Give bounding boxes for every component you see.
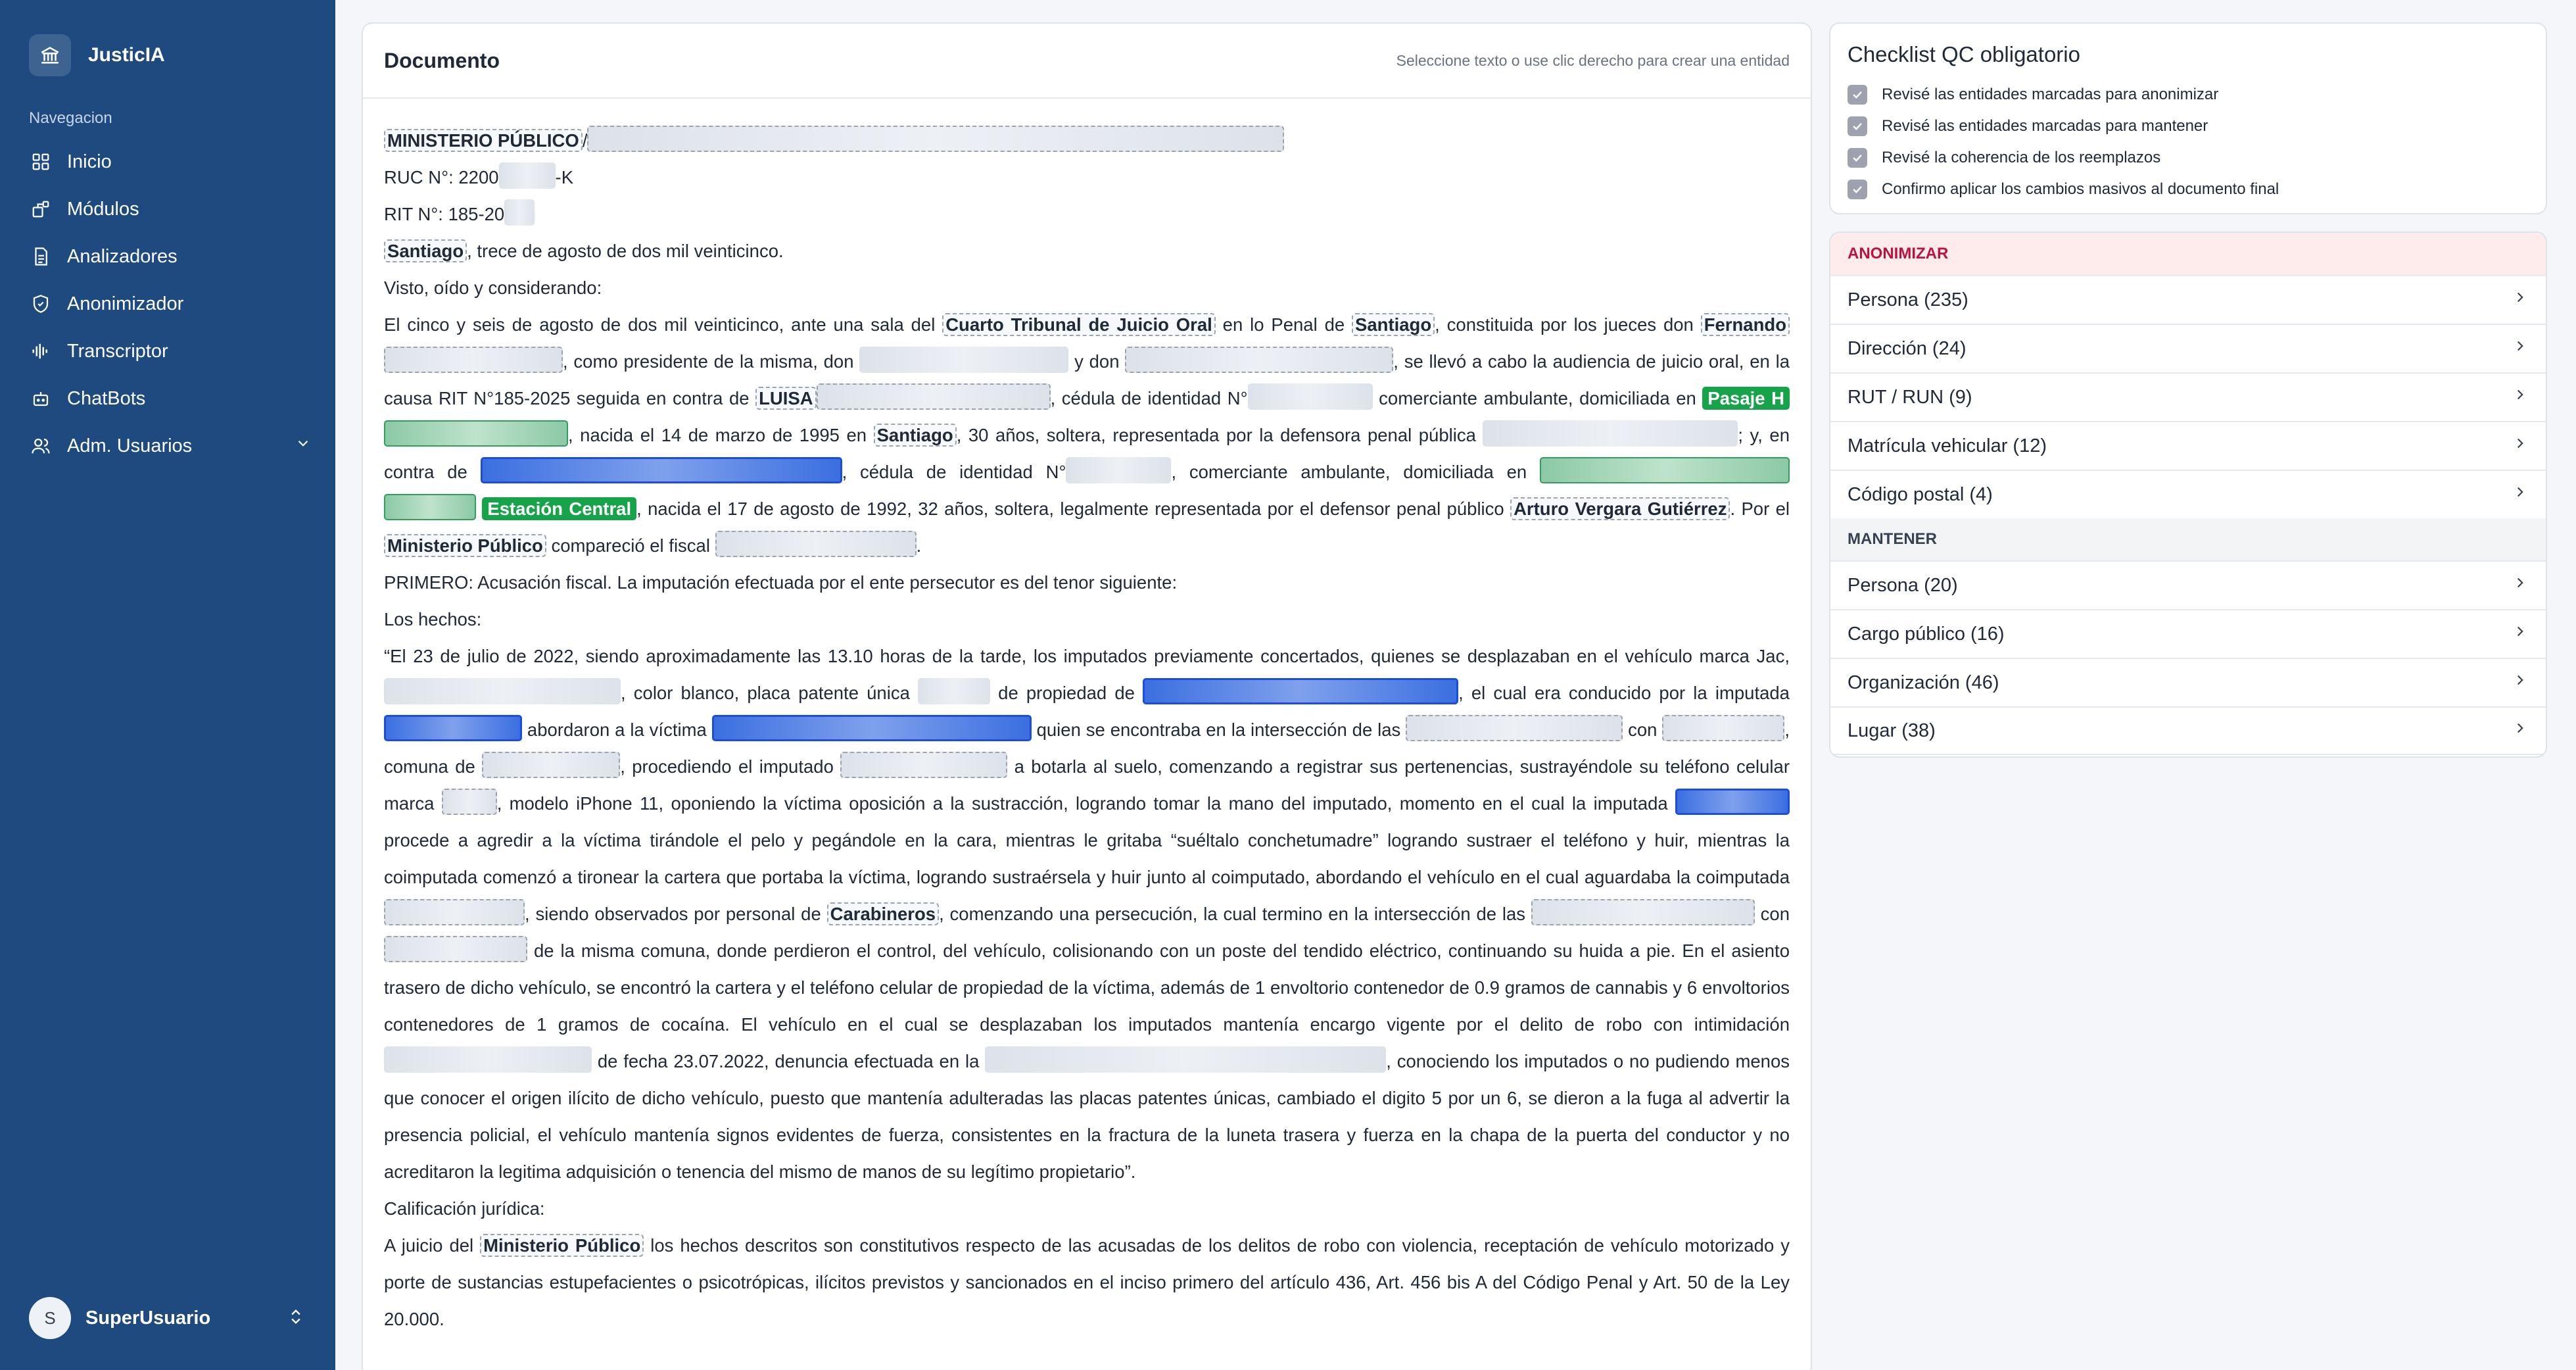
checkbox-checked-icon[interactable] (1848, 116, 1867, 136)
sidebar-item-anonimizador[interactable] (29, 280, 312, 328)
redacted-entity[interactable] (384, 678, 621, 704)
checklist-item-label: Revisé las entidades marcadas para anonimizar (1882, 86, 2219, 103)
chevron-right-icon (2512, 289, 2529, 311)
entity-group-row[interactable]: Cargo público (16) (1830, 609, 2546, 658)
checklist-item[interactable] (1848, 142, 2529, 174)
document-title: Documento (384, 48, 500, 72)
redacted-entity[interactable] (384, 420, 568, 447)
checklist-item[interactable] (1848, 110, 2529, 142)
checklist-item-label: Confirmo aplicar los cambios masivos al documento final (1882, 180, 2279, 198)
redacted-entity[interactable] (1125, 347, 1393, 373)
sidebar-item-chatbots[interactable] (29, 375, 312, 422)
doc-line-header: MINISTERIO PÚBLICO / (384, 122, 1790, 159)
blocks-icon (29, 197, 53, 221)
redacted-entity[interactable] (1483, 420, 1738, 447)
entity-mantener[interactable]: Ministerio Público (480, 1234, 644, 1257)
selected-entity[interactable] (1143, 678, 1458, 704)
entity-group-row[interactable]: RUT / RUN (9) (1830, 372, 2546, 421)
redacted-entity[interactable] (384, 936, 527, 962)
sidebar-item-adm-usuarios[interactable] (29, 422, 312, 470)
redacted-entity[interactable] (384, 347, 563, 373)
selected-entity[interactable] (384, 715, 522, 741)
checklist-item[interactable] (1848, 174, 2529, 205)
sidebar-item-modulos[interactable] (29, 185, 312, 233)
redacted-entity[interactable] (1531, 899, 1755, 925)
entity-mantener[interactable]: LUISA (755, 387, 817, 410)
doc-paragraph-intro: El cinco y seis de agosto de dos mil veinticinco, ante una sala del Cuarto Tribunal de Juicio Oral en lo Penal de Santiago , constituida por los jueces don Fernando , como presidente de la misma, don y don , se llevó a cabo la audiencia de juicio oral, en la causa RIT N°185-2025 seguida en contra de LUISA , cédula de identidad N° comerciante ambulante, domiciliada en Pasaje H , nacida el 14 de marzo de 1995 en Santiago , 30 años, soltera, representada por la defensora penal pública ; y, en contra de , cédula de identidad N° , comerciante ambulante, domiciliada en Estación Central , nacida el 17 de agosto de 1992, 32 años, soltera, legalmente representada por el defensor penal público Arturo Vergara Gutiérrez . Por el Ministerio Público compareció el fiscal . (384, 314, 1790, 556)
courthouse-icon (29, 34, 71, 76)
chevron-right-icon (2512, 574, 2529, 597)
redacted-entity[interactable] (384, 494, 476, 520)
entity-mantener[interactable]: Santiago (1352, 313, 1435, 336)
bot-icon (29, 387, 53, 410)
redacted-entity[interactable] (1066, 457, 1171, 483)
sidebar-item-transcriptor[interactable] (29, 328, 312, 375)
app-name: JusticIA (88, 44, 165, 66)
user-name: SuperUsuario (85, 1307, 211, 1329)
selected-entity[interactable] (1675, 789, 1790, 815)
checklist-title: Checklist QC obligatorio (1848, 42, 2080, 66)
checkbox-checked-icon[interactable] (1848, 85, 1867, 105)
doc-line-fecha: Santiago , trece de agosto de dos mil veinticinco. (384, 233, 1790, 270)
sidebar-item-label: Anonimizador (67, 293, 184, 314)
redacted-entity[interactable] (715, 531, 917, 557)
redacted-entity[interactable] (587, 126, 1284, 152)
redacted-entity[interactable] (499, 162, 556, 189)
sidebar-item-label: ChatBots (67, 387, 146, 409)
entity-mantener[interactable]: Arturo Vergara Gutiérrez (1510, 497, 1730, 520)
selected-entity[interactable] (481, 457, 842, 483)
redacted-entity[interactable] (840, 752, 1007, 778)
chevron-right-icon (2512, 435, 2529, 457)
entity-group-row[interactable]: Persona (235) (1830, 275, 2546, 324)
chevron-right-icon (2512, 386, 2529, 408)
checklist-item[interactable] (1848, 79, 2529, 110)
document-panel (362, 22, 1812, 1370)
doc-line-ruc: RUC N°: 2200 -K (384, 159, 1790, 196)
entity-mantener[interactable]: Santiago (384, 239, 467, 262)
redacted-entity[interactable] (482, 752, 620, 778)
selected-entity[interactable] (712, 715, 1032, 741)
sidebar-item-label: Inicio (67, 151, 112, 172)
doc-paragraph-calificacion: A juicio del Ministerio Público los hechos descritos son constitutivos respecto de las acusadas de los delitos de robo con violencia, receptación de vehículo motorizado y porte de sustancias estupefacientes o psicotrópicas, ilícitos previstos y sancionados en el inciso primero del artículo 436, Art. 456 bis A del Código Penal y Art. 50 de la Ley 20.000. (384, 1235, 1790, 1329)
redacted-entity[interactable] (918, 678, 990, 704)
checklist-item-label: Revisé la coherencia de los reemplazos (1882, 149, 2161, 166)
entity-group-row[interactable]: Persona (20) (1830, 560, 2546, 609)
redacted-entity[interactable] (985, 1046, 1386, 1073)
checkbox-checked-icon[interactable] (1848, 180, 1867, 199)
user-menu[interactable] (29, 1297, 305, 1339)
checklist-item-label: Revisé las entidades marcadas para mantener (1882, 117, 2208, 135)
entity-group-row[interactable]: Lugar (38) (1830, 706, 2546, 755)
brand[interactable] (29, 34, 165, 76)
users-icon (29, 434, 53, 458)
doc-line-visto: Visto, oído y considerando: (384, 278, 602, 298)
sidebar-item-label: Módulos (67, 198, 139, 220)
doc-line-primero: PRIMERO: Acusación fiscal. La imputación efectuada por el ente persecutor es del tenor siguiente: (384, 572, 1178, 593)
chevron-right-icon (2512, 483, 2529, 506)
doc-line-calificacion: Calificación jurídica: (384, 1198, 545, 1219)
grid-icon (29, 150, 53, 174)
entity-mantener[interactable]: Ministerio Público (384, 534, 546, 557)
group-header-mantener: MANTENER (1830, 518, 2546, 560)
redacted-entity[interactable] (859, 347, 1068, 373)
entity-group-row[interactable]: Organización (46) (1830, 658, 2546, 706)
entity-group-row[interactable]: Código postal (4) (1830, 470, 2546, 518)
redacted-entity[interactable] (384, 899, 525, 925)
entity-keep-tag[interactable]: Estación Central (482, 497, 636, 520)
redacted-entity[interactable] (442, 789, 497, 815)
entity-group-row[interactable]: Dirección (24) (1830, 324, 2546, 372)
group-header-anonimizar: ANONIMIZAR (1830, 233, 2546, 275)
nav-list (29, 138, 312, 470)
checkbox-checked-icon[interactable] (1848, 148, 1867, 168)
chevrons-up-down-icon (287, 1308, 305, 1329)
entity-mantener[interactable]: Santiago (874, 424, 957, 447)
qc-checklist (1829, 22, 2547, 214)
chevron-right-icon (2512, 672, 2529, 694)
redacted-entity[interactable] (384, 1046, 592, 1073)
sidebar-item-inicio[interactable] (29, 138, 312, 185)
document-icon (29, 245, 53, 268)
shield-icon (29, 292, 53, 316)
doc-line-hechos: Los hechos: (384, 609, 482, 629)
redacted-entity[interactable] (1540, 457, 1790, 483)
chevron-right-icon (2512, 720, 2529, 742)
chevron-down-icon[interactable] (295, 435, 312, 457)
sidebar-item-label: Transcriptor (67, 340, 168, 362)
entity-mantener[interactable]: MINISTERIO PÚBLICO (384, 129, 583, 152)
entity-mantener[interactable]: Carabineros (827, 902, 939, 925)
redacted-entity[interactable] (817, 383, 1051, 410)
sidebar-item-analizadores[interactable] (29, 233, 312, 280)
entity-mantener[interactable]: Cuarto Tribunal de Juicio Oral (942, 313, 1216, 336)
document-body[interactable] (363, 99, 1811, 1338)
redacted-entity[interactable] (504, 199, 535, 226)
document-hint: Seleccione texto o use clic derecho para crear una entidad (1396, 51, 1790, 69)
entity-keep-tag[interactable]: Pasaje H (1702, 387, 1790, 410)
avatar: S (29, 1297, 71, 1339)
redacted-entity[interactable] (1248, 383, 1373, 410)
chevron-right-icon (2512, 623, 2529, 645)
sidebar-item-label: Adm. Usuarios (67, 435, 193, 456)
sidebar (0, 0, 335, 1370)
nav-heading: Navegacion (29, 109, 112, 127)
waveform-icon (29, 339, 53, 363)
entity-group-row[interactable]: Matrícula vehicular (12) (1830, 421, 2546, 470)
document-header (363, 24, 1811, 99)
chevron-right-icon (2512, 337, 2529, 360)
redacted-entity[interactable] (1662, 715, 1784, 741)
entity-mantener[interactable]: Fernando (1701, 313, 1790, 336)
doc-line-rit: RIT N°: 185-20 (384, 196, 1790, 233)
sidebar-item-label: Analizadores (67, 245, 178, 267)
doc-paragraph-hechos: “El 23 de julio de 2022, siendo aproximadamente las 13.10 horas de la tarde, los imputados previamente concertados, quienes se desplazaban en el vehículo marca Jac, , color blanco, placa patente única de propiedad de , el cual era conducido por la imputada abordaron a la víctima quien se encontraba en la intersección de las con , comuna de , procediendo el imputado a botarla al suelo, comenzando a registrar sus pertenencias, sustrayéndole su teléfono celular marca , modelo iPhone 11, oponiendo la víctima oposición a la sustracción, logrando tomar la mano del imputado, momento en el cual la imputada procede a agredir a la víctima tirándole el pelo y pegándole en la cara, mientras le gritaba “suéltalo conchetumadre” logrando sustraer el teléfono y huir, mientras la coimputada comenzó a tironear la cartera que portaba la víctima, logrando sustraérsela y huir junto al coimputado, abordando el vehículo en el cual aguardaba la coimputada , siendo observados por personal de Carabineros , comenzando una persecución, la cual termino en la intersección de las con de la misma comuna, donde perdieron el control, del vehículo, colisionando con un poste del tendido eléctrico, continuando su huida a pie. En el asiento trasero de dicho vehículo, se encontró la cartera y el teléfono celular de propiedad de la víctima, además de 1 envoltorio contenedor de 0.9 gramos de cannabis y 6 envoltorios contenedores de 1 gramos de cocaína. El vehículo en el cual se desplazaban los imputados mantenía encargo vigente por el delito de robo con intimidación de fecha 23.07.2022, denuncia efectuada en la , conociendo los imputados o no pudiendo menos que conocer el origen ilícito de dicho vehículo, puesto que mantenía adulteradas las placas patentes únicas, cambiado el digito 5 por un 6, se dieron a la fuga al advertir la presencia policial, el vehículo mantenía signos evidentes de fuerza, consistentes en la fractura de la luneta trasera y fuerza en la chapa de la puerta del conductor y no acreditaron la legitima adquisición o tenencia del mismo de manos de su legítimo propietario”. (384, 646, 1790, 1182)
redacted-entity[interactable] (1406, 715, 1623, 741)
entity-panel (1829, 232, 2547, 758)
